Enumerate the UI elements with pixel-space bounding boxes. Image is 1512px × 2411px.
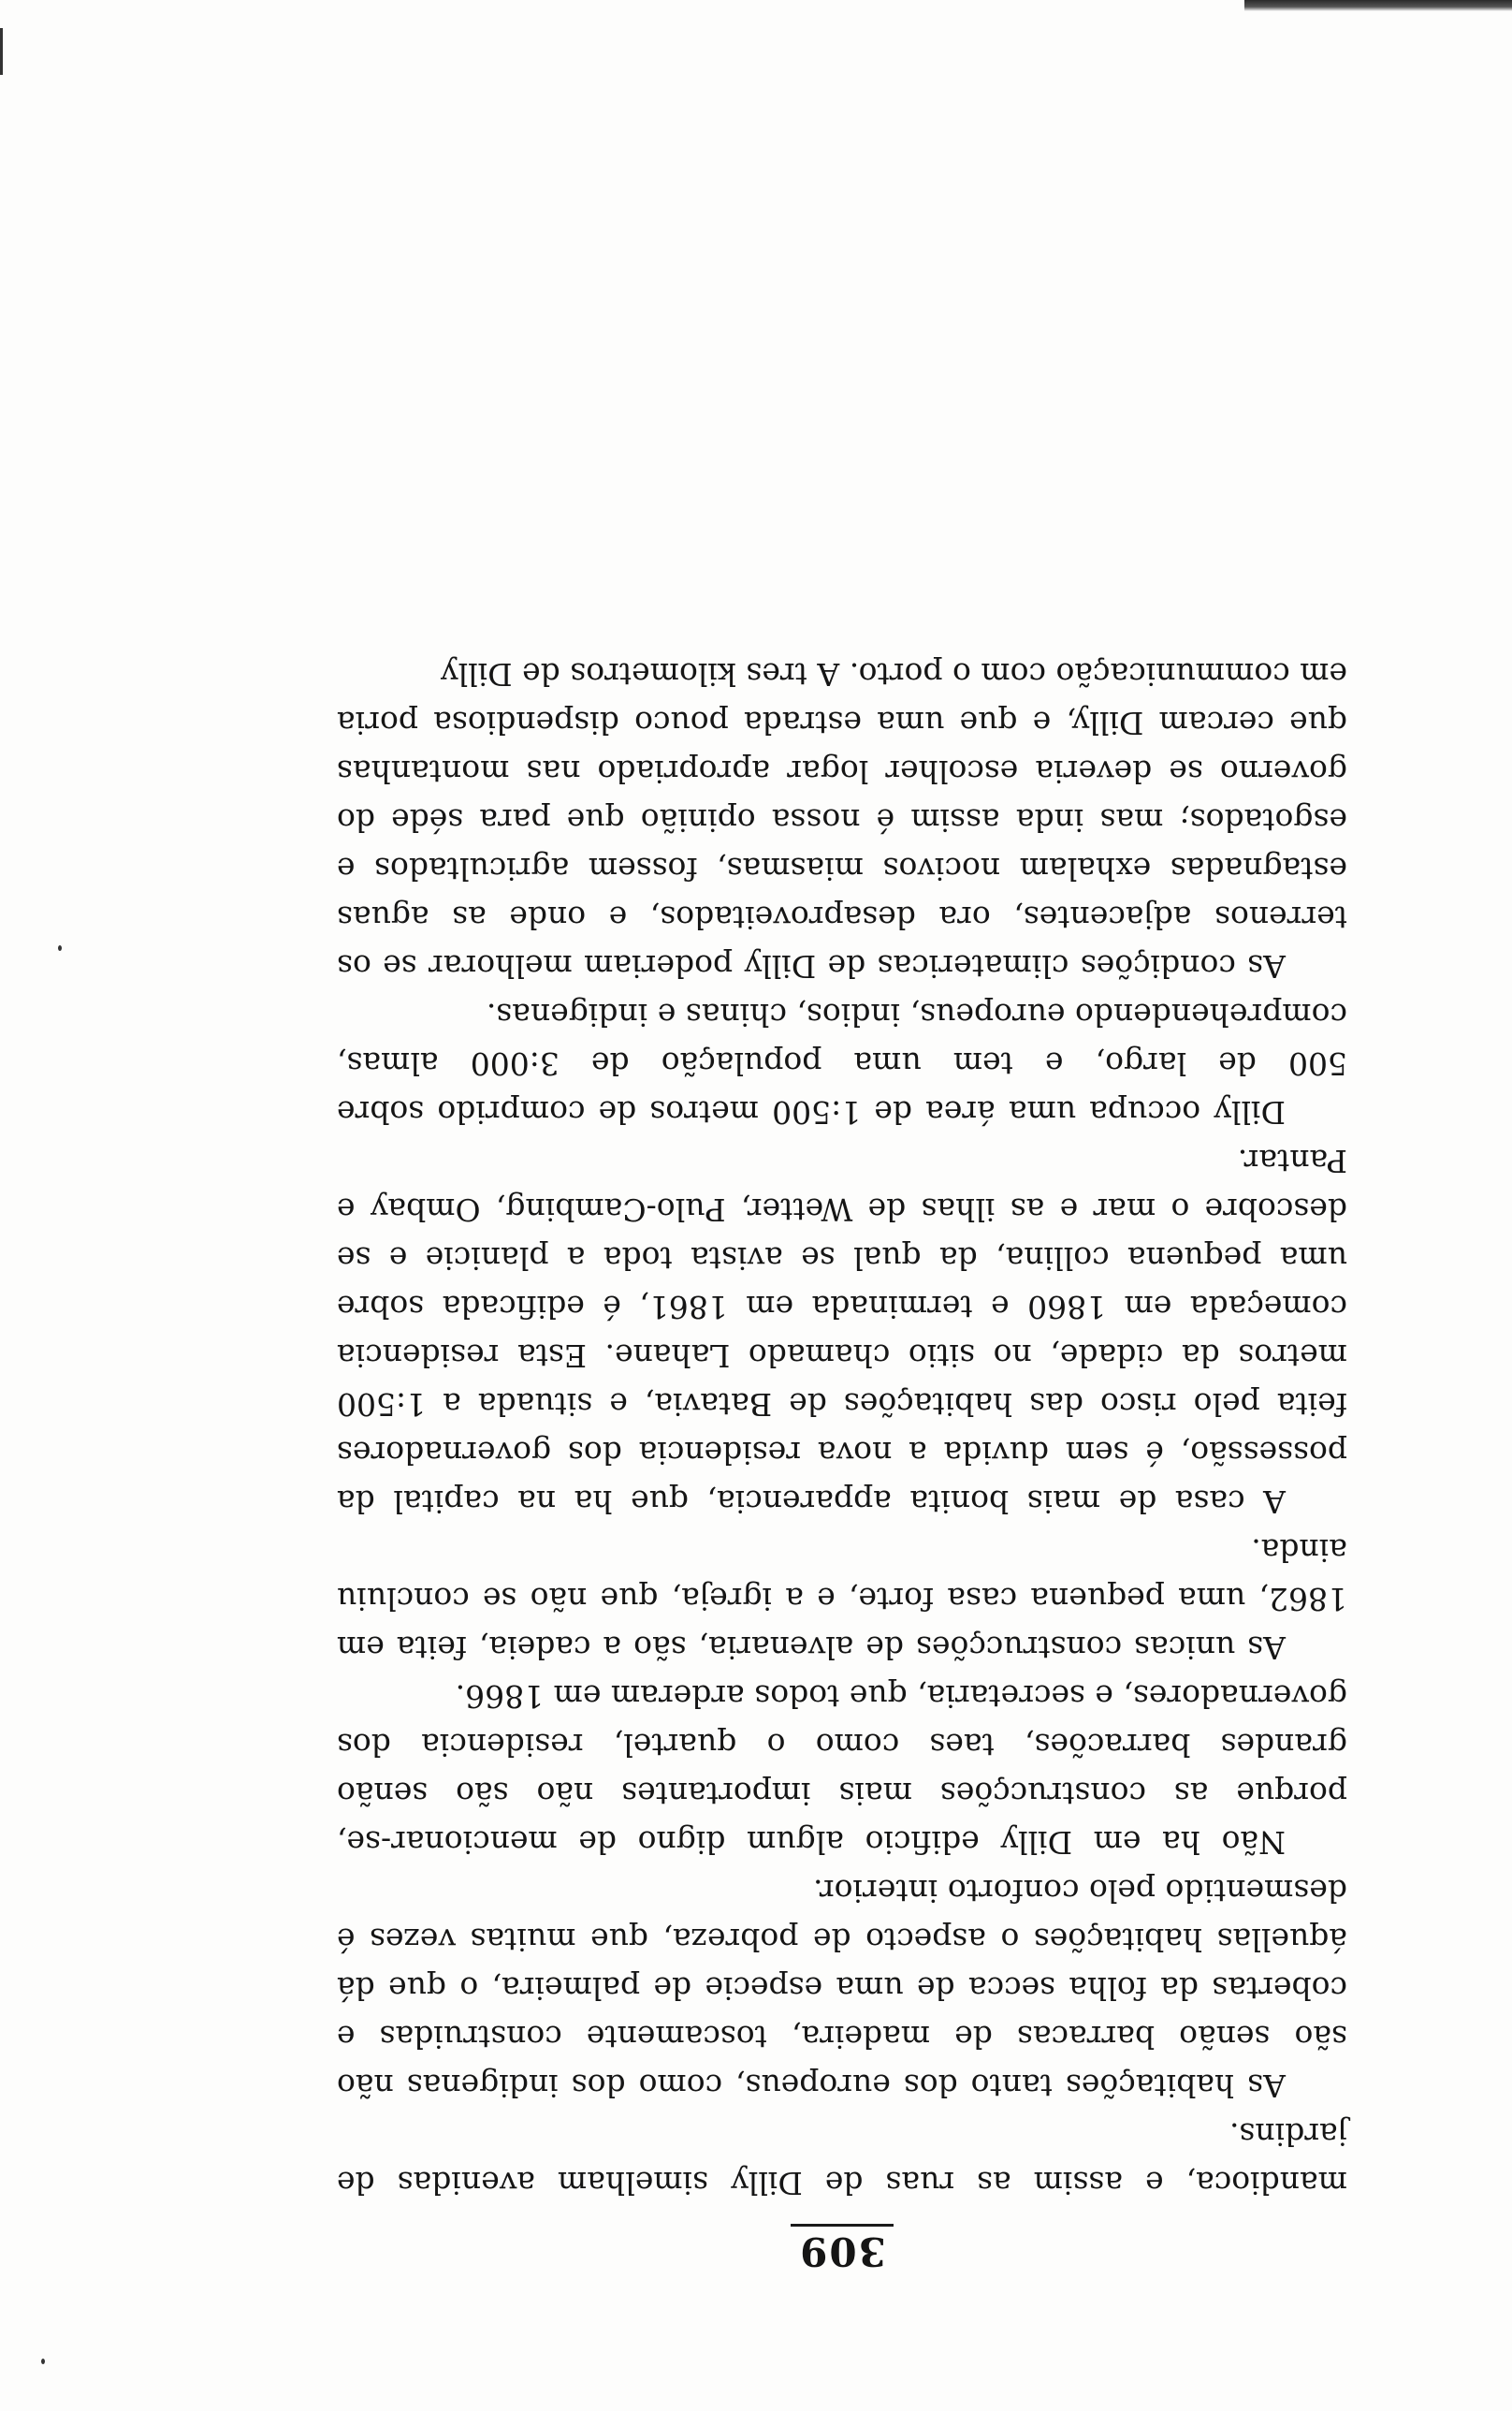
paragraph: Dilly occupa uma área de 1:500 metros de comprido sobre 500 de largo, e tem uma população de 3:000 almas, comprehendendo europeus, indios, chinas e indigenas. [337, 997, 1347, 1131]
scan-margin-mark [0, 28, 12, 75]
rotated-text-block [337, 346, 1347, 2274]
paragraph: As habitações tanto dos europeus, como dos indigenas não são senão barracas de madeira, toscamente construidas e cobertas da folha secca de uma especie de palmeira, o que dá áquellas habitações o aspecto de pobreza, que muitas vezes é desmentido pelo conforto interior. [337, 1873, 1347, 2104]
paragraph: A casa de mais bonita apparencia, que ha na capital da possessão, é sem duvida a nova residencia dos governadores feita pelo risco das habitações de Batavia, e situada a 1:500 metros da cidade, no sitio chamado Lahane. Esta residencia começada em 1860 e terminada em 1861, é edificada sobre uma pequena collina, da qual se avista toda a planicie e se descobre o mar e as ilhas de Wetter, Pulo-Cambing, Ombay e Pantar. [337, 1143, 1347, 1520]
paragraph: As unicas construcções de alvenaria, são a cadeia, feita em 1862, uma pequena casa forte, e a igreja, que não se concluiu ainda. [337, 1532, 1347, 1666]
page-number: 309 [798, 2228, 886, 2274]
scan-speck [41, 2359, 45, 2364]
paragraph: As condições climatericas de Dilly poderiam melhorar se os terrenos adjacentes, ora desaproveitados, e onde as aguas estagnadas exhalam nocivos miasmas, fossem agricultados e esgotados; mas inda assim é nossa opinião que para séde do governo se deveria escolher logar apropriado nas montanhas que cercam Dilly, e que uma estrada pouco dispendiosa poria em communicação com o porto. A tres kilometros de Dilly [337, 656, 1347, 985]
page-number-rule [791, 2224, 894, 2227]
scan-speck [58, 945, 62, 951]
paragraph: Não ha em Dilly edificio algum digno de mencionar-se, porque as construcções mais importantes não são senão grandes barracões, taes como o quartel, residencia dos governadores, e secretaria, que todos arderam em 1866. [337, 1678, 1347, 1861]
scan-edge-mark [1244, 0, 1512, 11]
paragraph-continuation: mandioca, e assim as ruas de Dilly simelham avenidas de jardins. [337, 2116, 1347, 2201]
